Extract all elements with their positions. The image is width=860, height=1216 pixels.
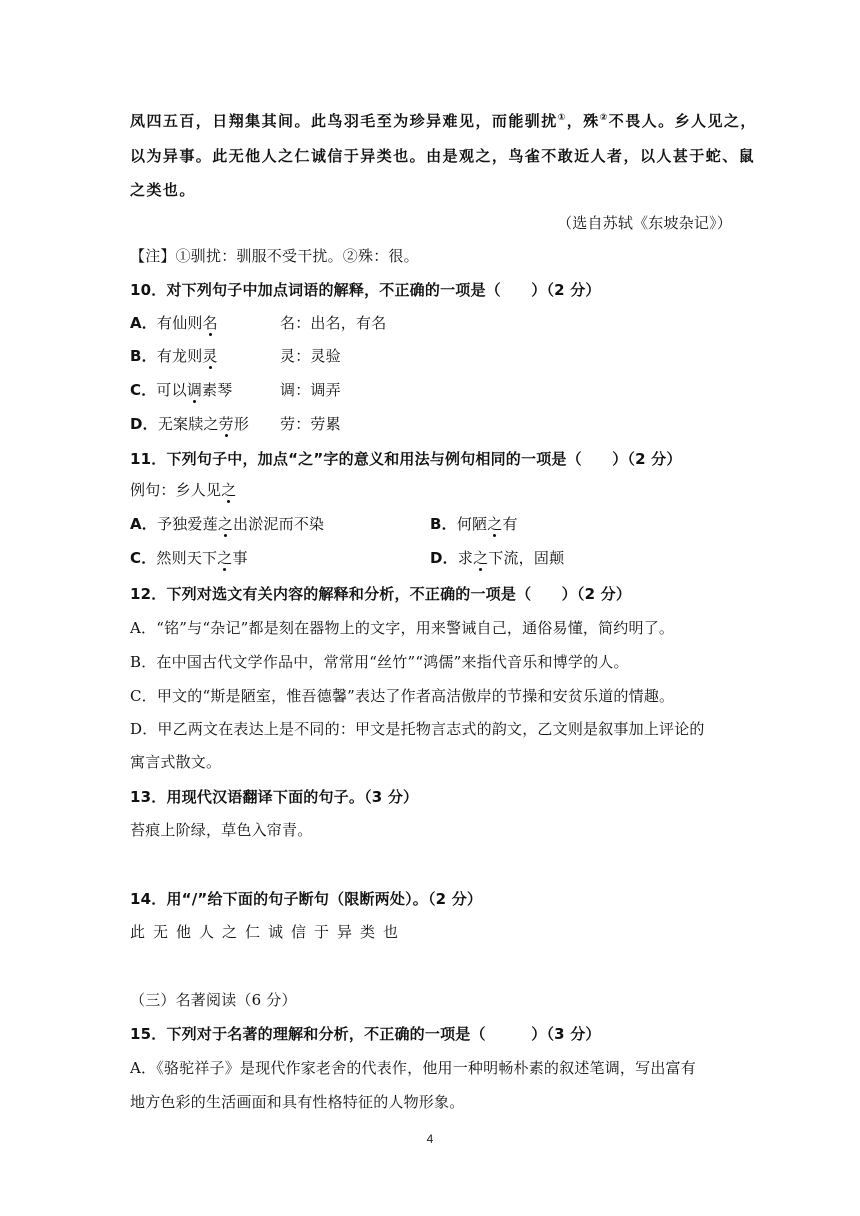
question-stem-text: 11．下列句子中，加点“之”字的意义和用法与例句相同的一项是（ ）（2 分） bbox=[130, 450, 682, 468]
passage-line-2: 以为异事。此无他人之仁诚信于异类也。由是观之，鸟雀不敢近人者，以人甚于蛇、鼠 bbox=[130, 147, 756, 165]
question-12-option-c: C．甲文的“斯是陋室，惟吾德馨”表达了作者高洁傲岸的节操和安贫乐道的情趣。 bbox=[130, 687, 675, 705]
dotted-character: 之 bbox=[473, 549, 489, 567]
passage-text: 不畏人。乡人见之， bbox=[608, 112, 757, 130]
option-text: 事 bbox=[232, 549, 248, 567]
dotted-character: 之 bbox=[221, 481, 237, 499]
question-10-option-c bbox=[130, 380, 341, 400]
option-definition: 灵：灵验 bbox=[280, 347, 341, 365]
passage-text: 凤四五百，日翔集其间。此鸟羽毛至为珍异难见，而能驯扰 bbox=[130, 112, 558, 130]
option-text: 下流，固颠 bbox=[488, 549, 565, 567]
question-15-option-a: A．《骆驼祥子》是现代作家老舍的代表作，他用一种明畅朴素的叙述笔调，写出富有 bbox=[130, 1059, 696, 1077]
option-text: 有仙则 bbox=[157, 314, 203, 332]
dotted-character: 调 bbox=[186, 381, 203, 399]
passage-line-3: 之类也。 bbox=[130, 181, 196, 199]
passage-notes: 【注】①驯扰：驯服不受干扰。②殊：很。 bbox=[130, 247, 419, 265]
question-10-option-d bbox=[130, 414, 341, 434]
option-letter: B． bbox=[430, 515, 457, 533]
question-stem-text: 10．对下列句子中加点词语的解释，不正确的一项是（ ）（2 分） bbox=[130, 281, 601, 299]
question-15-stem bbox=[130, 1024, 601, 1044]
question-11-option-b bbox=[430, 514, 518, 534]
question-12-option-a: A．“铭”与“杂记”都是刻在器物上的文字，用来警诫自己，通俗易懂，简约明了。 bbox=[130, 619, 675, 637]
section-3-title: （三）名著阅读（6 分） bbox=[130, 991, 297, 1009]
option-text: 可以 bbox=[156, 381, 187, 399]
option-text: 予独爱莲 bbox=[157, 515, 218, 533]
question-15-option-a-continued: 地方色彩的生活画面和具有性格特征的人物形象。 bbox=[130, 1093, 465, 1111]
question-10-option-b bbox=[130, 346, 341, 366]
option-text: 无案牍之 bbox=[157, 415, 219, 433]
dotted-character: 之 bbox=[217, 549, 233, 567]
example-text: 例句：乡人见 bbox=[130, 481, 222, 499]
option-text: 求 bbox=[457, 549, 474, 567]
option-letter: D． bbox=[130, 415, 158, 433]
option-text: 有龙则 bbox=[156, 347, 203, 365]
question-10-option-a bbox=[130, 313, 387, 333]
question-11-options-row-1 bbox=[130, 514, 518, 534]
option-text: 素琴 bbox=[202, 381, 233, 399]
footnote-marker-2: ② bbox=[599, 113, 609, 123]
question-11-stem bbox=[130, 449, 682, 469]
option-text: 出淤泥而不染 bbox=[233, 515, 325, 533]
option-text: 形 bbox=[233, 415, 250, 433]
question-stem-text: 15．下列对于名著的理解和分析，不正确的一项是（ ）（3 分） bbox=[130, 1025, 601, 1043]
passage-line-1 bbox=[130, 111, 757, 131]
passage-text: ，殊 bbox=[566, 112, 600, 130]
dotted-character: 劳 bbox=[218, 415, 234, 433]
dotted-character: 名 bbox=[202, 314, 218, 332]
option-definition: 劳：劳累 bbox=[280, 415, 341, 433]
option-letter: C． bbox=[130, 381, 157, 399]
option-text: 然则天下 bbox=[156, 549, 218, 567]
question-12-option-d-continued: 寓言式散文。 bbox=[130, 753, 222, 771]
question-stem-text: 13．用现代汉语翻译下面的句子。（3 分） bbox=[130, 788, 419, 806]
option-text: 有 bbox=[502, 515, 518, 533]
option-letter: D． bbox=[430, 549, 458, 567]
option-definition: 调：调弄 bbox=[280, 381, 341, 399]
question-11-option-c bbox=[130, 548, 248, 568]
option-letter: B． bbox=[130, 347, 157, 365]
question-11-options-row-2 bbox=[130, 548, 565, 568]
dotted-character: 之 bbox=[487, 515, 503, 533]
option-letter: A． bbox=[130, 314, 158, 332]
question-11-option-d bbox=[430, 548, 564, 568]
question-11-option-a bbox=[130, 514, 324, 534]
passage-source: （选自苏轼《东坡杂记》） bbox=[557, 214, 732, 232]
question-13-sentence: 苔痕上阶绿，草色入帘青。 bbox=[130, 821, 313, 839]
footnote-marker-1: ① bbox=[557, 113, 567, 123]
question-12-option-b: B．在中国古代文学作品中，常常用“丝竹”“鸿儒”来指代音乐和博学的人。 bbox=[130, 653, 629, 671]
option-letter: A． bbox=[130, 515, 158, 533]
question-12-option-d: D．甲乙两文在表达上是不同的：甲文是托物言志式的韵文，乙文则是叙事加上评论的 bbox=[130, 720, 705, 738]
dotted-character: 之 bbox=[217, 515, 234, 533]
question-stem-text: 12．下列对选文有关内容的解释和分析，不正确的一项是（ ）（2 分） bbox=[130, 585, 632, 603]
page-number: 4 bbox=[426, 1132, 434, 1146]
question-11-example bbox=[130, 480, 236, 500]
question-10-stem bbox=[130, 280, 601, 300]
option-letter: C． bbox=[130, 549, 157, 567]
question-stem-text: 14．用“/”给下面的句子断句（限断两处）。（2 分） bbox=[130, 890, 483, 908]
question-12-stem bbox=[130, 584, 631, 604]
question-14-sentence: 此无他人之仁诚信于异类也 bbox=[130, 923, 407, 941]
question-13-stem bbox=[130, 787, 418, 807]
option-definition: 名：出名，有名 bbox=[280, 314, 387, 332]
question-14-stem bbox=[130, 889, 482, 909]
dotted-character: 灵 bbox=[202, 347, 218, 365]
option-text: 何陋 bbox=[456, 515, 488, 533]
